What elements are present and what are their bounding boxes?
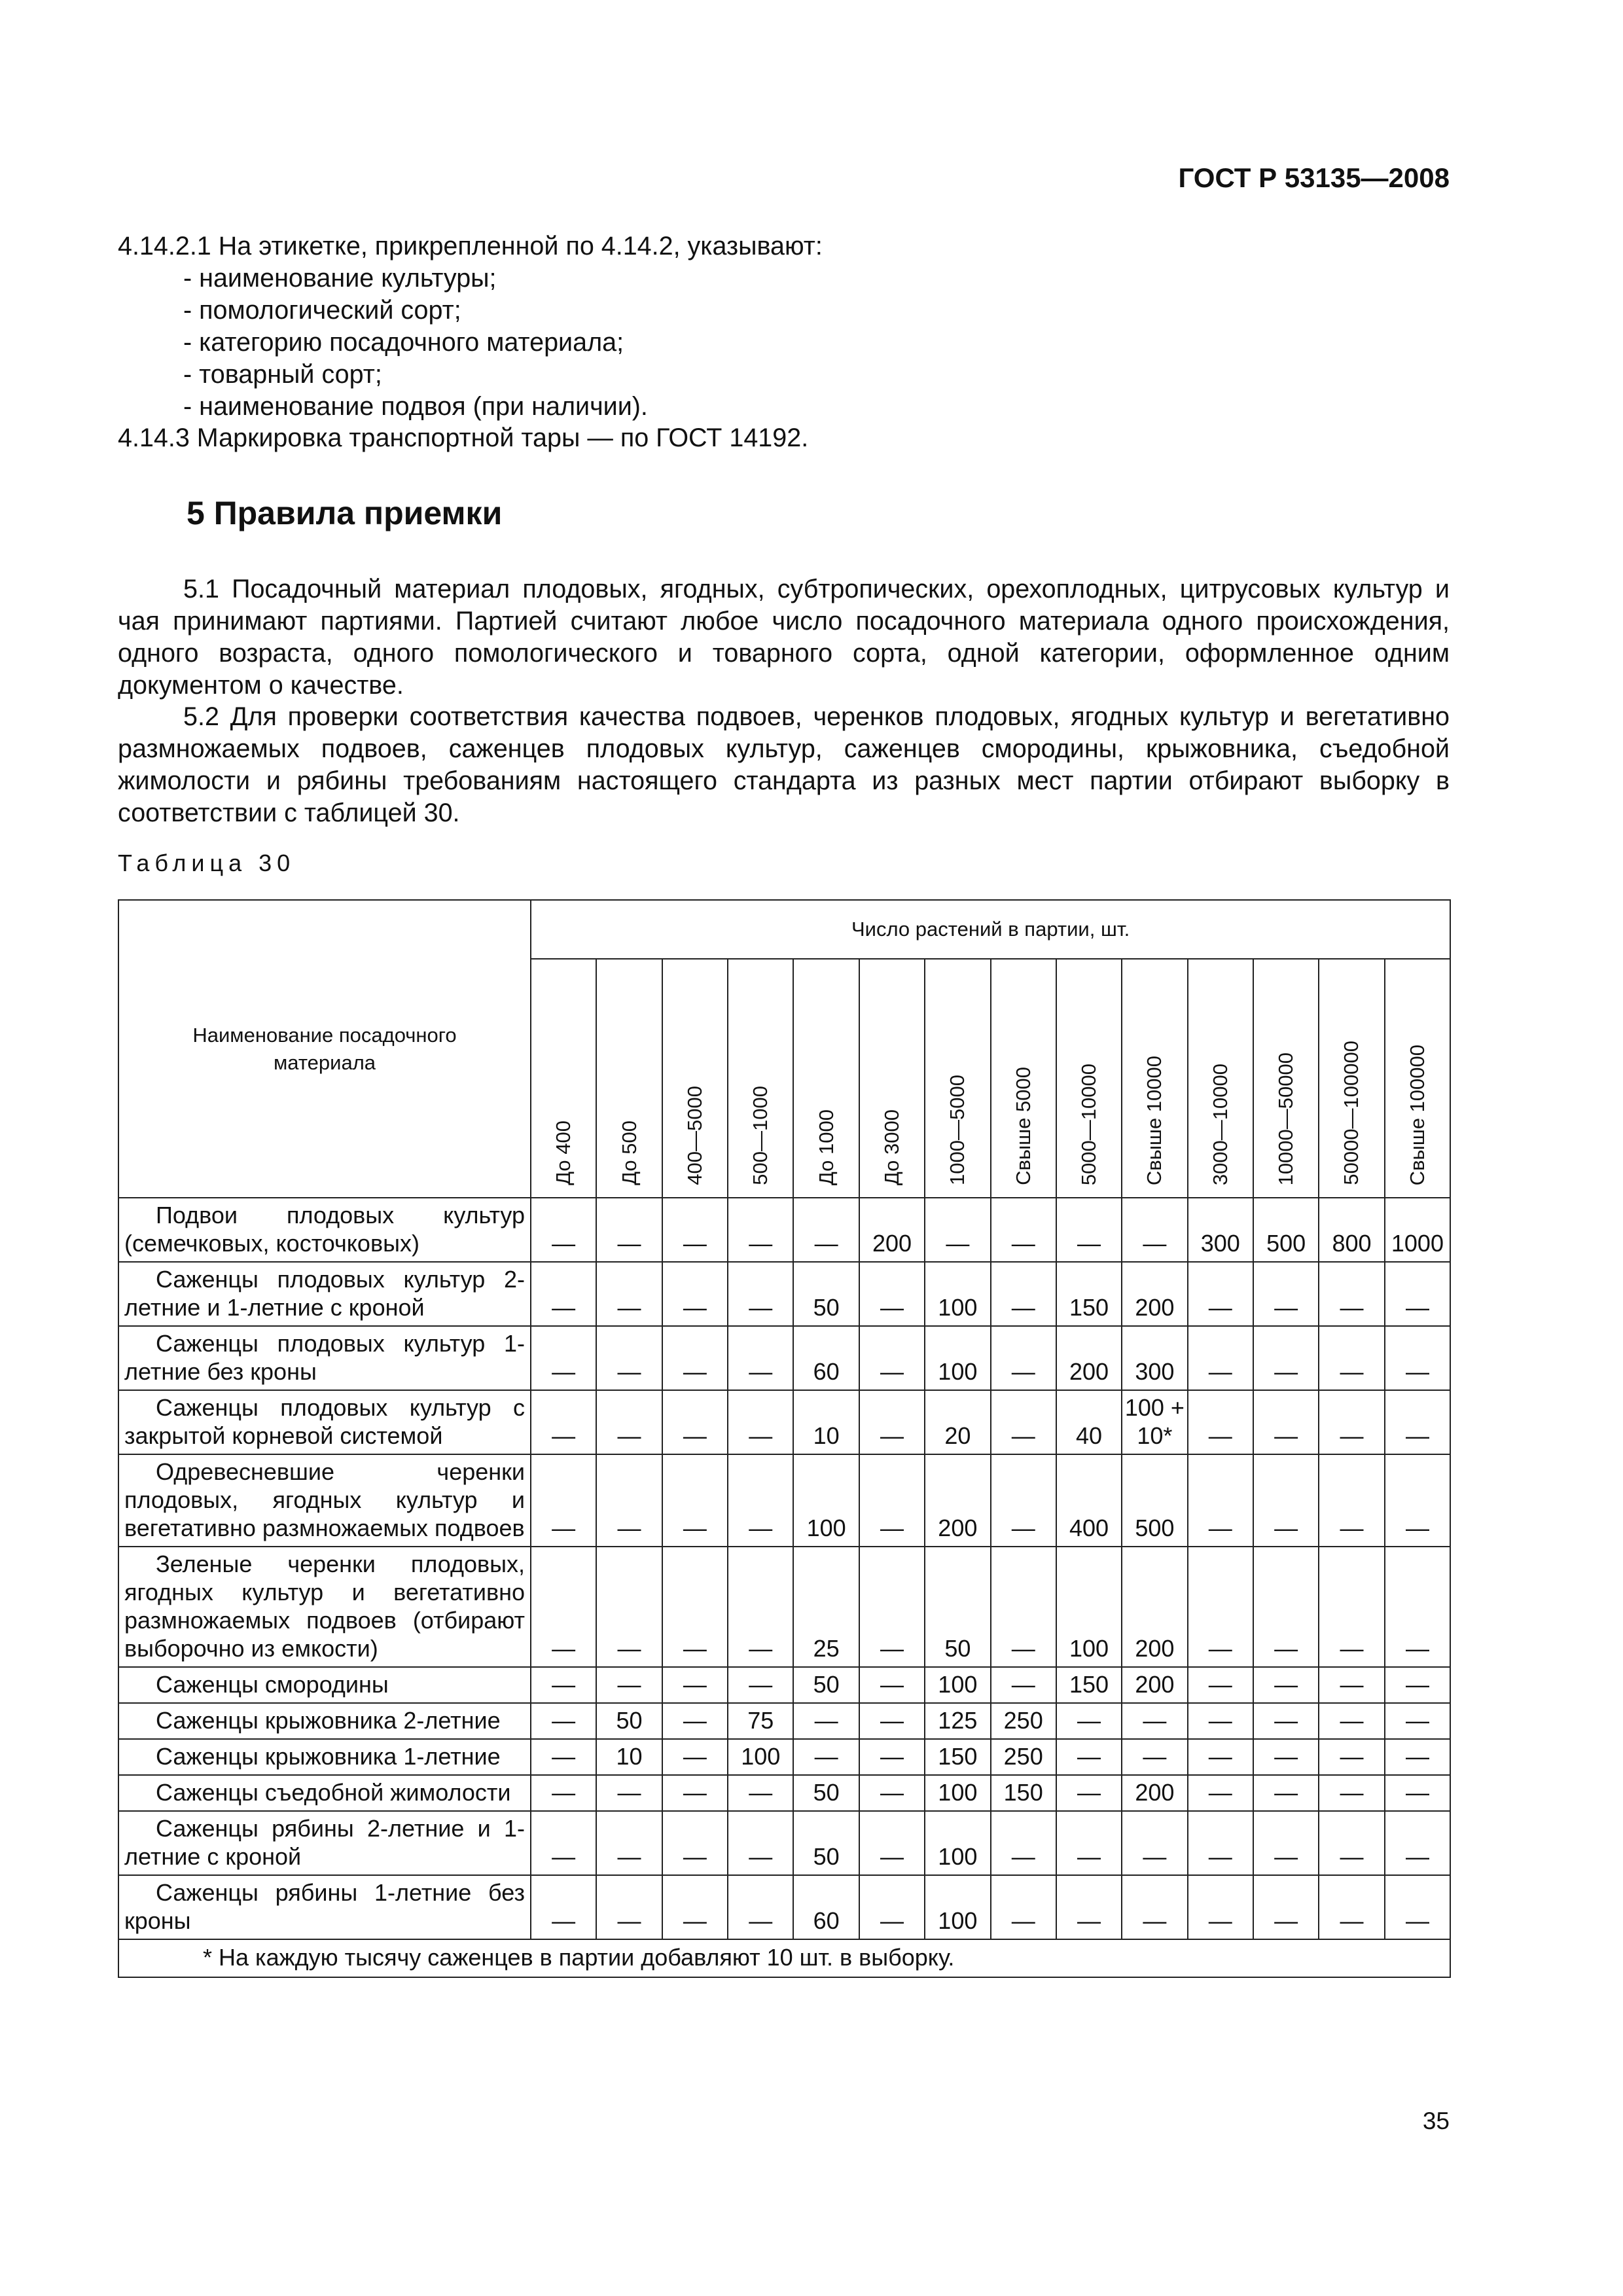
value-cell: —	[991, 1262, 1056, 1326]
row-name-cell	[118, 1739, 531, 1775]
value-cell: —	[1319, 1262, 1384, 1326]
column-header-label: 3000—10000	[1208, 1063, 1232, 1185]
row-name: Саженцы плодовых культур 2-летние и 1-летние с кроной	[124, 1266, 525, 1321]
paragraph-5-1: 5.1 Посадочный материал плодовых, ягодных, субтропических, орехоплодных, цитрусовых культур и чая принимают партиями. Партией считают любое число посадочного материала одного происхождения, одного возраста, одного помологического и товарного сорта, одной категории, оформленное одним документом о качестве.	[118, 575, 1450, 700]
value-cell: 150	[1056, 1262, 1122, 1326]
bullet-item: - категорию посадочного материала;	[183, 328, 624, 357]
value-cell: —	[1122, 1875, 1187, 1939]
value-cell: —	[1253, 1775, 1319, 1811]
row-name: Подвои плодовых культур (семечковых, косточковых)	[124, 1202, 525, 1257]
value-cell: —	[1188, 1739, 1253, 1775]
row-name-cell	[118, 1198, 531, 1262]
value-cell: —	[662, 1875, 728, 1939]
row-name: Саженцы плодовых культур 1-летние без кроны	[124, 1330, 525, 1385]
value-cell: —	[531, 1667, 596, 1703]
table-row	[118, 1326, 1450, 1390]
value-cell: —	[859, 1326, 925, 1390]
value-cell: 200	[859, 1198, 925, 1262]
value-cell: —	[991, 1454, 1056, 1547]
value-cell: —	[1188, 1454, 1253, 1547]
row-name-cell	[118, 1547, 531, 1667]
value-cell: 500	[1122, 1454, 1187, 1547]
value-cell: —	[1188, 1811, 1253, 1875]
column-header-label: Свыше 5000	[1011, 1067, 1035, 1185]
value-cell: —	[1253, 1739, 1319, 1775]
value-cell: —	[1122, 1198, 1187, 1262]
table-row	[118, 1739, 1450, 1775]
value-cell: —	[531, 1262, 596, 1326]
value-cell: —	[1253, 1454, 1319, 1547]
value-cell: —	[991, 1667, 1056, 1703]
value-cell: —	[662, 1390, 728, 1454]
value-cell: 60	[793, 1875, 859, 1939]
value-cell: —	[793, 1703, 859, 1739]
value-cell: —	[596, 1875, 662, 1939]
value-cell: 200	[1122, 1547, 1187, 1667]
value-cell: —	[531, 1875, 596, 1939]
value-cell: —	[1385, 1811, 1451, 1875]
name-column-header: Наименование посадочного материала	[118, 900, 531, 1198]
row-name-cell	[118, 1326, 531, 1390]
value-cell: —	[925, 1198, 990, 1262]
table-row	[118, 1198, 1450, 1262]
row-name-cell	[118, 1703, 531, 1739]
paragraph-5-2: 5.2 Для проверки соответствия качества подвоев, черенков плодовых, ягодных культур и вегетативно размножаемых подвоев, саженцев плодовых культур, саженцев смородины, крыжовника, съедобной жимолости и рябины требованиям настоящего стандарта из разных мест партии отбирают выборку в соответствии с таблицей 30.	[118, 702, 1450, 827]
column-header-label: До 500	[617, 1121, 641, 1185]
column-header	[1253, 959, 1319, 1198]
value-cell: 100	[728, 1739, 793, 1775]
row-name-cell	[118, 1390, 531, 1454]
value-cell: —	[596, 1326, 662, 1390]
value-cell: 100	[925, 1811, 990, 1875]
paragraph-4-14-2-1: 4.14.2.1 На этикетке, прикрепленной по 4.14.2, указывают:	[118, 232, 823, 260]
value-cell: —	[531, 1326, 596, 1390]
table-row	[118, 1262, 1450, 1326]
value-cell: —	[1122, 1739, 1187, 1775]
value-cell: 300	[1188, 1198, 1253, 1262]
section-title: 5 Правила приемки	[187, 495, 503, 531]
value-cell: —	[1385, 1547, 1451, 1667]
value-cell: —	[1188, 1390, 1253, 1454]
value-cell: 200	[925, 1454, 990, 1547]
row-name: Одревесневшие черенки плодовых, ягодных культур и вегетативно размножаемых подвоев	[124, 1458, 525, 1541]
value-cell: —	[1188, 1547, 1253, 1667]
value-cell: —	[1385, 1739, 1451, 1775]
bullet-item: - товарный сорт;	[183, 360, 382, 389]
value-cell: —	[1319, 1667, 1384, 1703]
column-header-label: 1000—5000	[946, 1075, 969, 1185]
value-cell: —	[1319, 1454, 1384, 1547]
value-cell: —	[1253, 1547, 1319, 1667]
value-cell: —	[991, 1326, 1056, 1390]
table-footnote: * На каждую тысячу саженцев в партии добавляют 10 шт. в выборку.	[118, 1939, 1450, 1977]
value-cell: —	[662, 1775, 728, 1811]
value-cell: —	[662, 1667, 728, 1703]
value-cell: —	[596, 1262, 662, 1326]
value-cell: 400	[1056, 1454, 1122, 1547]
value-cell: —	[1253, 1326, 1319, 1390]
value-cell: —	[1122, 1703, 1187, 1739]
value-cell: —	[1385, 1775, 1451, 1811]
bullet-item: - наименование культуры;	[183, 264, 497, 293]
column-header	[1188, 959, 1253, 1198]
row-name-cell	[118, 1875, 531, 1939]
column-header	[662, 959, 728, 1198]
value-cell: —	[1385, 1326, 1451, 1390]
value-cell: —	[991, 1811, 1056, 1875]
value-cell: —	[1056, 1875, 1122, 1939]
value-cell: 500	[1253, 1198, 1319, 1262]
value-cell: —	[1385, 1390, 1451, 1454]
value-cell: 50	[596, 1703, 662, 1739]
bullet-item: - наименование подвоя (при наличии).	[183, 392, 648, 421]
value-cell: —	[859, 1811, 925, 1875]
value-cell: 50	[793, 1811, 859, 1875]
value-cell: —	[662, 1262, 728, 1326]
value-cell: 100	[925, 1775, 990, 1811]
table-row	[118, 1547, 1450, 1667]
row-name: Саженцы плодовых культур с закрытой корневой системой	[124, 1394, 525, 1449]
value-cell: —	[859, 1739, 925, 1775]
row-name: Саженцы съедобной жимолости	[156, 1779, 511, 1806]
value-cell: —	[728, 1454, 793, 1547]
value-cell: 250	[991, 1739, 1056, 1775]
row-name-cell	[118, 1775, 531, 1811]
value-cell: —	[1188, 1703, 1253, 1739]
value-cell: 300	[1122, 1326, 1187, 1390]
table-row	[118, 1667, 1450, 1703]
table-caption: Таблица 30	[118, 850, 296, 876]
value-cell: —	[596, 1390, 662, 1454]
row-name-cell	[118, 1262, 531, 1326]
value-cell: —	[728, 1547, 793, 1667]
value-cell: —	[531, 1775, 596, 1811]
value-cell: —	[793, 1198, 859, 1262]
value-cell: —	[531, 1390, 596, 1454]
column-header-label: 5000—10000	[1077, 1063, 1101, 1185]
value-cell: 150	[1056, 1667, 1122, 1703]
row-name: Зеленые черенки плодовых, ягодных культур и вегетативно размножаемых подвоев (отбирают выборочно из емкости)	[124, 1551, 525, 1662]
value-cell: —	[1253, 1262, 1319, 1326]
value-cell: 20	[925, 1390, 990, 1454]
value-cell: —	[662, 1739, 728, 1775]
column-header	[925, 959, 990, 1198]
table-row	[118, 1703, 1450, 1739]
value-cell: —	[1385, 1454, 1451, 1547]
document-code: ГОСТ Р 53135—2008	[1178, 162, 1450, 193]
value-cell: —	[991, 1390, 1056, 1454]
value-cell: —	[793, 1739, 859, 1775]
value-cell: 10	[596, 1739, 662, 1775]
value-cell: 800	[1319, 1198, 1384, 1262]
value-cell: —	[859, 1875, 925, 1939]
value-cell: —	[728, 1198, 793, 1262]
value-cell: 250	[991, 1703, 1056, 1739]
value-cell: —	[728, 1875, 793, 1939]
value-cell: 25	[793, 1547, 859, 1667]
value-cell: 200	[1122, 1667, 1187, 1703]
table-row	[118, 1390, 1450, 1454]
value-cell: —	[662, 1811, 728, 1875]
value-cell: —	[596, 1811, 662, 1875]
row-name: Саженцы рябины 2-летние и 1-летние с кроной	[124, 1815, 525, 1870]
value-cell: —	[531, 1198, 596, 1262]
value-cell: 200	[1122, 1775, 1187, 1811]
quantity-group-header: Число растений в партии, шт.	[531, 900, 1450, 959]
value-cell: —	[728, 1775, 793, 1811]
value-cell: —	[1253, 1875, 1319, 1939]
value-cell: 100	[925, 1875, 990, 1939]
value-cell: 200	[1122, 1262, 1187, 1326]
row-name: Саженцы смородины	[156, 1671, 389, 1698]
row-name: Саженцы рябины 1-летние без кроны	[124, 1879, 525, 1934]
column-header-label: 500—1000	[749, 1086, 772, 1185]
row-name-cell	[118, 1667, 531, 1703]
value-cell: —	[662, 1198, 728, 1262]
value-cell: 100	[925, 1326, 990, 1390]
value-cell: —	[1385, 1667, 1451, 1703]
value-cell: —	[1188, 1875, 1253, 1939]
column-header	[728, 959, 793, 1198]
value-cell: —	[1188, 1775, 1253, 1811]
value-cell: 100	[925, 1262, 990, 1326]
value-cell: 50	[793, 1775, 859, 1811]
table-row	[118, 1811, 1450, 1875]
value-cell: —	[1319, 1739, 1384, 1775]
column-header	[1385, 959, 1451, 1198]
row-name-cell	[118, 1811, 531, 1875]
value-cell: —	[1253, 1390, 1319, 1454]
table-row	[118, 1454, 1450, 1547]
value-cell: —	[728, 1390, 793, 1454]
value-cell: 100	[793, 1454, 859, 1547]
value-cell: —	[596, 1667, 662, 1703]
value-cell: —	[1253, 1667, 1319, 1703]
sampling-table	[118, 899, 1451, 1978]
value-cell: 50	[925, 1547, 990, 1667]
value-cell: —	[1122, 1811, 1187, 1875]
column-header	[1056, 959, 1122, 1198]
value-cell: —	[1319, 1811, 1384, 1875]
value-cell: —	[859, 1454, 925, 1547]
value-cell: —	[596, 1198, 662, 1262]
paragraph-4-14-3: 4.14.3 Маркировка транспортной тары — по ГОСТ 14192.	[118, 423, 809, 452]
value-cell: —	[1385, 1703, 1451, 1739]
value-cell: —	[728, 1667, 793, 1703]
column-header-label: Свыше 10000	[1143, 1055, 1166, 1185]
column-header-label: До 3000	[880, 1109, 903, 1185]
value-cell: —	[1056, 1198, 1122, 1262]
column-header-label: Свыше 100000	[1405, 1044, 1429, 1185]
column-header	[859, 959, 925, 1198]
value-cell: —	[1319, 1547, 1384, 1667]
value-cell: —	[1319, 1775, 1384, 1811]
value-cell: —	[1056, 1703, 1122, 1739]
value-cell: 150	[925, 1739, 990, 1775]
value-cell: —	[596, 1775, 662, 1811]
value-cell: —	[596, 1547, 662, 1667]
value-cell: —	[531, 1739, 596, 1775]
column-header-label: 10000—50000	[1274, 1052, 1298, 1185]
value-cell: —	[531, 1703, 596, 1739]
column-header-label: 50000—100000	[1340, 1041, 1363, 1185]
bullet-item: - помологический сорт;	[183, 296, 461, 325]
value-cell: —	[531, 1454, 596, 1547]
value-cell: —	[1319, 1703, 1384, 1739]
value-cell: 100 + 10*	[1122, 1390, 1187, 1454]
value-cell: 200	[1056, 1326, 1122, 1390]
value-cell: 75	[728, 1703, 793, 1739]
column-header-label: До 1000	[814, 1109, 838, 1185]
column-header	[1122, 959, 1187, 1198]
value-cell: —	[1056, 1739, 1122, 1775]
value-cell: —	[662, 1703, 728, 1739]
value-cell: —	[859, 1667, 925, 1703]
value-cell: 150	[991, 1775, 1056, 1811]
value-cell: —	[991, 1547, 1056, 1667]
value-cell: —	[1188, 1667, 1253, 1703]
page-number: 35	[1422, 2108, 1450, 2134]
column-header	[793, 959, 859, 1198]
value-cell: 100	[1056, 1547, 1122, 1667]
table-row	[118, 1775, 1450, 1811]
column-header-label: До 400	[552, 1121, 575, 1185]
value-cell: —	[1319, 1390, 1384, 1454]
value-cell: —	[1188, 1262, 1253, 1326]
value-cell: —	[531, 1547, 596, 1667]
value-cell: —	[728, 1262, 793, 1326]
value-cell: 60	[793, 1326, 859, 1390]
value-cell: 125	[925, 1703, 990, 1739]
table-row	[118, 1875, 1450, 1939]
value-cell: —	[859, 1703, 925, 1739]
value-cell: 40	[1056, 1390, 1122, 1454]
value-cell: 50	[793, 1667, 859, 1703]
value-cell: —	[859, 1775, 925, 1811]
value-cell: —	[662, 1326, 728, 1390]
value-cell: —	[991, 1875, 1056, 1939]
value-cell: —	[662, 1454, 728, 1547]
value-cell: —	[1385, 1262, 1451, 1326]
value-cell: —	[1056, 1775, 1122, 1811]
value-cell: —	[991, 1198, 1056, 1262]
value-cell: —	[859, 1390, 925, 1454]
value-cell: —	[728, 1326, 793, 1390]
value-cell: —	[1253, 1703, 1319, 1739]
value-cell: —	[1253, 1811, 1319, 1875]
row-name-cell	[118, 1454, 531, 1547]
value-cell: —	[728, 1811, 793, 1875]
value-cell: —	[596, 1454, 662, 1547]
value-cell: —	[662, 1547, 728, 1667]
column-header	[1319, 959, 1384, 1198]
column-header-label: 400—5000	[683, 1086, 706, 1185]
value-cell: 1000	[1385, 1198, 1451, 1262]
row-name: Саженцы крыжовника 2-летние	[156, 1707, 501, 1734]
value-cell: —	[1319, 1875, 1384, 1939]
column-header	[596, 959, 662, 1198]
value-cell: —	[859, 1547, 925, 1667]
value-cell: —	[1056, 1811, 1122, 1875]
row-name: Саженцы крыжовника 1-летние	[156, 1743, 501, 1770]
value-cell: 100	[925, 1667, 990, 1703]
value-cell: —	[1188, 1326, 1253, 1390]
value-cell: —	[1319, 1326, 1384, 1390]
column-header	[531, 959, 596, 1198]
value-cell: —	[1385, 1875, 1451, 1939]
value-cell: —	[531, 1811, 596, 1875]
value-cell: —	[859, 1262, 925, 1326]
value-cell: 50	[793, 1262, 859, 1326]
column-header	[991, 959, 1056, 1198]
value-cell: 10	[793, 1390, 859, 1454]
